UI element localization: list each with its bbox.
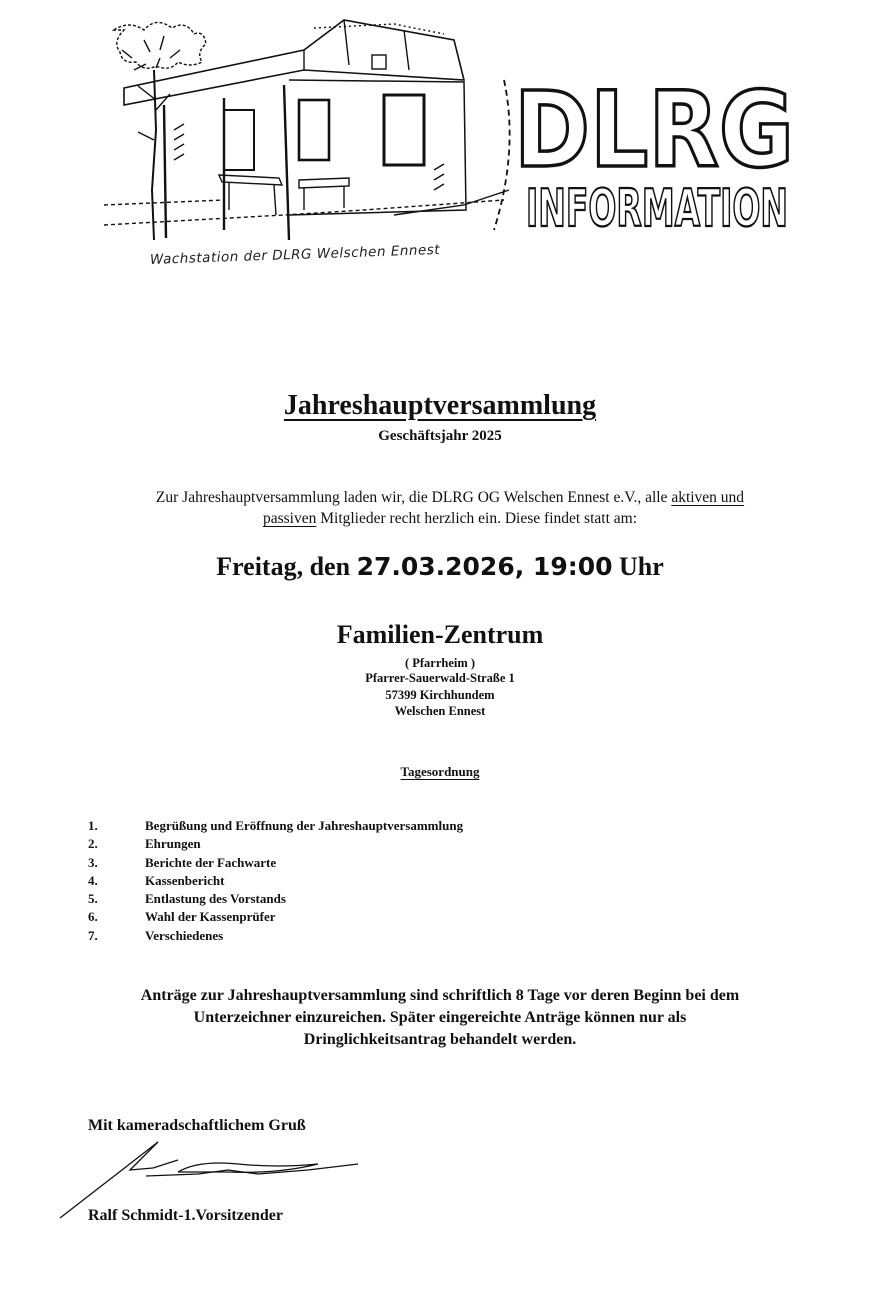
fiscal-year: Geschäftsjahr 2025: [378, 428, 502, 444]
motions-notice: [60, 985, 820, 1051]
agenda-number: 3.: [88, 854, 98, 870]
invitation-text: Zur Jahreshauptversammlung laden wir, die DLRG OG Welschen Ennest e.V., alle aktiven und passiven Mitglieder recht herzlich ein. Diese findet statt am:: [155, 489, 745, 527]
logo-subtitle: INFORMATION: [526, 179, 788, 238]
agenda-number: 7.: [88, 927, 98, 943]
venue-district: Welschen Ennest: [394, 704, 486, 718]
dlrg-logo: [512, 78, 802, 238]
venue-name: Familien-Zentrum: [336, 620, 544, 649]
agenda-number: 1.: [88, 818, 98, 833]
venue-city: 57399 Kirchhundem: [385, 688, 495, 702]
agenda-text: Ehrungen: [145, 836, 201, 852]
closing-greeting: Mit kameradschaftlichem Gruß: [88, 1117, 306, 1134]
agenda-number: 4.: [88, 872, 98, 888]
agenda-heading: Tagesordnung: [400, 764, 480, 779]
agenda-text: Kassenbericht: [145, 872, 225, 888]
agenda-number: 5.: [88, 891, 98, 907]
sketch-caption: Wachstation der DLRG Welschen Ennest: [149, 241, 441, 268]
signer-name: Ralf Schmidt-1.Vorsitzender: [88, 1207, 283, 1224]
logo-title: DLRG: [514, 78, 794, 191]
notice-line: Unterzeichner einzureichen. Später eingereichte Anträge können nur als: [193, 1009, 687, 1026]
agenda-text: Berichte der Fachwarte: [145, 854, 277, 870]
notice-line: Dringlichkeitsantrag behandelt werden.: [303, 1031, 577, 1048]
station-sketch-image: [104, 10, 514, 250]
venue-street: Pfarrer-Sauerwald-Straße 1: [365, 671, 515, 685]
agenda-text: Begrüßung und Eröffnung der Jahreshauptversammlung: [145, 818, 464, 833]
page-title: Jahreshauptversammlung: [283, 390, 597, 421]
agenda-number: 2.: [88, 836, 98, 852]
agenda-number: 6.: [88, 909, 98, 925]
venue-note: ( Pfarrheim ): [404, 656, 476, 670]
agenda-text: Wahl der Kassenprüfer: [145, 909, 276, 925]
notice-line: Anträge zur Jahreshauptversammlung sind schriftlich 8 Tage vor deren Beginn bei dem: [140, 987, 740, 1004]
agenda-text: Entlastung des Vorstands: [145, 891, 286, 907]
meeting-date: Freitag, den 27.03.2026, 19:00 Uhr: [216, 552, 664, 581]
agenda-text: Verschiedenes: [145, 927, 224, 943]
